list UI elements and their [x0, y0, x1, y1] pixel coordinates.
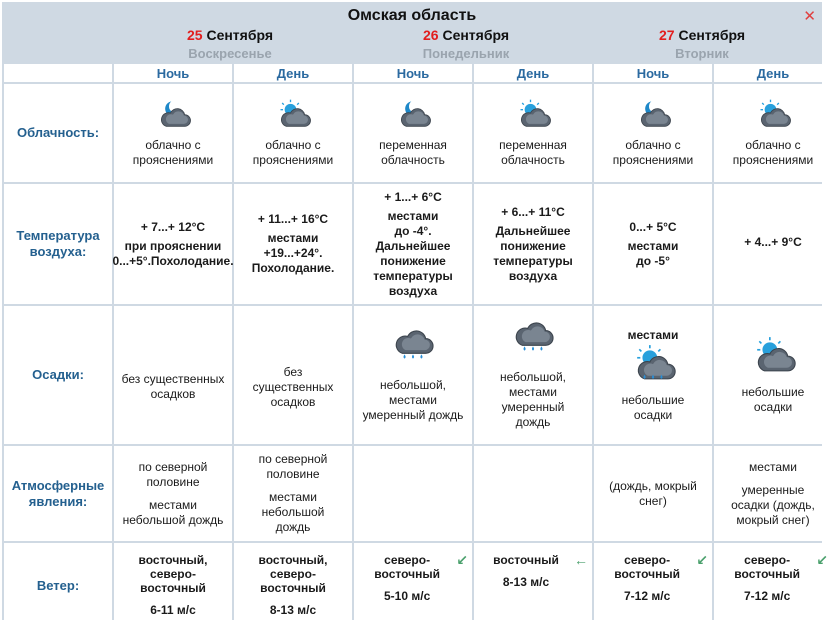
- cell-line: по северной: [138, 459, 208, 474]
- date-number: 27: [658, 27, 675, 43]
- precipitation-cell: [714, 306, 832, 444]
- cell-line: местами: [149, 497, 197, 512]
- cell-line: восточный: [374, 567, 440, 581]
- wind-info: [118, 553, 228, 618]
- row-label-precipitation: [4, 306, 112, 444]
- wind-speed: 7-12 м/с: [744, 589, 791, 603]
- cell-line: местами: [627, 238, 679, 253]
- phenomena-cell: [594, 446, 712, 541]
- date-month: Сентября: [442, 27, 510, 43]
- wind-speed: 8-13 м/с: [269, 603, 317, 617]
- cell-line: мокрый снег): [736, 512, 810, 527]
- cell-line: переменная: [379, 138, 447, 152]
- wind-info: [718, 553, 816, 604]
- weekday-1: Воскресенье: [188, 46, 272, 61]
- temperature-cell: [474, 184, 592, 304]
- date-number: 25: [186, 27, 203, 43]
- cell-line: + 11...+ 16°C: [257, 212, 329, 226]
- cell-line: до -4°.: [394, 223, 432, 238]
- cloudiness-cell: [474, 84, 592, 182]
- cell-line: половине: [146, 474, 200, 489]
- cell-line: северо-: [384, 553, 431, 567]
- cell-line: восточный,: [258, 553, 328, 567]
- label-text: Температура: [16, 228, 100, 243]
- cell-line: умеренные: [741, 482, 805, 497]
- cell-line: при прояснении: [124, 238, 222, 253]
- sun-cloud-icon: [275, 98, 311, 132]
- cell-line: прояснениями: [612, 153, 694, 167]
- cloudiness-cell: [234, 84, 352, 182]
- temperature-cell: [594, 184, 712, 304]
- phenomena-cell: [234, 446, 352, 541]
- wind-direction-icon: ↙: [696, 552, 708, 568]
- temperature-cell: [354, 184, 472, 304]
- cell-line: небольшой: [261, 505, 325, 519]
- label-text: Облачность:: [16, 125, 100, 140]
- date-day-3: [584, 27, 820, 43]
- cell-line: понижение: [500, 238, 566, 253]
- cloudiness-text: [613, 138, 693, 168]
- sun-cloud-icon: [755, 98, 791, 132]
- date-month: Сентября: [206, 27, 274, 43]
- cell-line: без: [283, 364, 303, 379]
- cell-line: прояснениями: [732, 153, 814, 167]
- cell-line: облачно с: [745, 138, 801, 152]
- row-label-phenomena: [4, 446, 112, 541]
- cell-line: осадки (дождь,: [731, 497, 815, 512]
- wind-direction-icon: ↙: [816, 552, 828, 568]
- wind-speed: 7-12 м/с: [624, 589, 671, 603]
- cell-line: облачно с: [265, 138, 321, 152]
- cell-line: осадки: [753, 400, 793, 414]
- wind-direction-icon: ←: [574, 552, 588, 568]
- cell-line: восточный,: [138, 553, 208, 567]
- cell-line: северо-: [624, 553, 671, 567]
- cell-line: небольшой,: [379, 377, 447, 392]
- weekday-2: Понедельник: [422, 46, 510, 61]
- corner-cell: [4, 64, 112, 82]
- cloudiness-text: [379, 138, 447, 168]
- cell-line: +19...+24°.: [263, 246, 323, 260]
- cell-line: небольшие: [741, 385, 805, 399]
- date-day-1: [112, 27, 348, 43]
- cell-line: понижение: [380, 253, 446, 268]
- cloudiness-text: [499, 138, 567, 168]
- cell-line: + 6...+ 11°C: [501, 204, 565, 219]
- cell-line: температуры: [493, 253, 573, 268]
- phenomena-cell: [114, 446, 232, 541]
- cell-line: северо-: [744, 553, 791, 567]
- cell-line: северо-восточный: [140, 567, 206, 595]
- wind-direction-icon: ↙: [456, 552, 468, 568]
- wind-cell: [594, 543, 712, 628]
- forecast-header: [2, 2, 822, 65]
- cell-line: по северной: [258, 452, 328, 466]
- cloudiness-cell: [714, 84, 832, 182]
- date-month: Сентября: [678, 27, 746, 43]
- moon-cloud-icon: [155, 98, 191, 132]
- cell-line: восточный: [734, 567, 800, 581]
- cell-line: дождь: [275, 520, 311, 534]
- weekday-3: Вторник: [675, 46, 729, 61]
- cell-line: дождь: [515, 415, 551, 429]
- cell-line: осадки: [633, 407, 673, 422]
- cell-line: + 7...+ 12°C: [140, 219, 206, 234]
- phenomena-cell: [354, 446, 472, 541]
- forecast-table: [2, 64, 828, 620]
- cell-line: восточный: [493, 553, 559, 567]
- cell-line: восточный: [614, 567, 680, 581]
- cell-line: + 1...+ 6°C: [384, 189, 442, 204]
- wind-info: [598, 553, 696, 604]
- cell-line: умеренный: [501, 400, 565, 414]
- cell-line: воздуха: [388, 283, 438, 298]
- wind-cell: [234, 543, 352, 628]
- cell-line: облачность: [381, 153, 445, 167]
- cell-line: местами: [267, 231, 319, 245]
- temperature-cell: [114, 184, 232, 304]
- cell-line: местами: [269, 490, 317, 504]
- wind-speed: 6-11 м/с: [150, 603, 196, 617]
- period-header: День: [474, 64, 592, 82]
- cell-line: местами: [627, 327, 679, 342]
- moon-cloud-icon: [635, 98, 671, 132]
- sun-cloud-icon: [751, 335, 795, 377]
- forecast-widget: [2, 2, 828, 620]
- label-text: Атмосферные: [11, 477, 105, 493]
- cell-line: прояснениями: [132, 153, 214, 167]
- cell-line: прояснениями: [252, 153, 334, 167]
- cell-line: восточный: [260, 581, 326, 595]
- row-label-cloudiness: [4, 84, 112, 182]
- precipitation-cell: [114, 306, 232, 444]
- cloudiness-text: [133, 138, 213, 168]
- rain-cloud-icon: [511, 320, 555, 362]
- cell-line: существенных: [252, 379, 334, 394]
- cell-line: осадков: [270, 394, 316, 409]
- moon-cloud-icon: [395, 98, 431, 132]
- wind-cell: [114, 543, 232, 628]
- cell-line: 0...+ 5°C: [629, 219, 677, 234]
- wind-cell: [354, 543, 472, 628]
- cell-line: местами: [749, 459, 797, 474]
- temperature-cell: [234, 184, 352, 304]
- precipitation-cell: [474, 306, 592, 444]
- cell-line: Дальнейшее: [375, 238, 451, 253]
- wind-info: [358, 553, 456, 604]
- cell-line: северо-: [270, 567, 316, 581]
- cell-line: осадков: [150, 387, 196, 401]
- row-label-temperature: [4, 184, 112, 304]
- cell-line: местами: [387, 208, 439, 223]
- label-text: Осадки:: [32, 367, 84, 382]
- wind-cell: [474, 543, 592, 628]
- close-icon[interactable]: ✕: [803, 8, 816, 25]
- cloudiness-text: [253, 138, 333, 168]
- period-header: Ночь: [114, 64, 232, 82]
- cell-line: (дождь, мокрый: [609, 478, 697, 493]
- cell-line: местами: [509, 385, 557, 399]
- cell-line: до -5°: [636, 253, 670, 268]
- cloudiness-text: [733, 138, 813, 168]
- wind-cell: [714, 543, 832, 628]
- cell-line: Дальнейшее: [495, 223, 571, 238]
- cloudiness-cell: [594, 84, 712, 182]
- cell-line: температуры: [373, 268, 453, 283]
- wind-info: [238, 553, 348, 618]
- label-text: явления:: [28, 493, 88, 509]
- cell-line: небольшие: [621, 392, 685, 407]
- cell-line: снег): [639, 493, 667, 508]
- cell-line: переменная: [499, 138, 567, 152]
- cell-line: небольшой дождь: [122, 512, 224, 527]
- phenomena-cell: [474, 446, 592, 541]
- rain-cloud-icon: [391, 328, 435, 370]
- date-day-2: [348, 27, 584, 43]
- cell-line: умеренный дождь: [362, 407, 464, 422]
- label-text: воздуха:: [29, 244, 87, 259]
- cell-line: местами: [389, 392, 437, 407]
- row-label-wind: [4, 543, 112, 628]
- cell-line: воздуха: [508, 268, 558, 283]
- precipitation-cell: [234, 306, 352, 444]
- temperature-cell: [714, 184, 832, 304]
- period-header: Ночь: [354, 64, 472, 82]
- cell-line: 0...+5°.Похолодание.: [112, 253, 234, 268]
- date-number: 26: [422, 27, 439, 43]
- cell-line: облачность: [501, 153, 565, 167]
- wind-speed: 5-10 м/с: [384, 589, 431, 603]
- period-header: День: [714, 64, 832, 82]
- sun-rain-cloud-icon: [631, 343, 675, 385]
- cell-line: без существенных: [121, 372, 225, 386]
- wind-speed: 8-13 м/с: [502, 575, 550, 589]
- cell-line: небольшой,: [499, 370, 567, 384]
- period-header: День: [234, 64, 352, 82]
- cell-line: + 4...+ 9°C: [744, 234, 802, 249]
- phenomena-cell: [714, 446, 832, 541]
- precipitation-cell: [594, 306, 712, 444]
- label-text: Ветер:: [36, 577, 80, 593]
- cloudiness-cell: [114, 84, 232, 182]
- sun-cloud-icon: [515, 98, 551, 132]
- region-title: Омская область: [347, 7, 477, 24]
- cell-line: облачно с: [625, 138, 681, 152]
- wind-info: [478, 553, 574, 590]
- precipitation-cell: [354, 306, 472, 444]
- cell-line: Похолодание.: [251, 261, 335, 275]
- cell-line: половине: [266, 467, 320, 481]
- cloudiness-cell: [354, 84, 472, 182]
- cell-line: облачно с: [145, 138, 201, 152]
- period-header: Ночь: [594, 64, 712, 82]
